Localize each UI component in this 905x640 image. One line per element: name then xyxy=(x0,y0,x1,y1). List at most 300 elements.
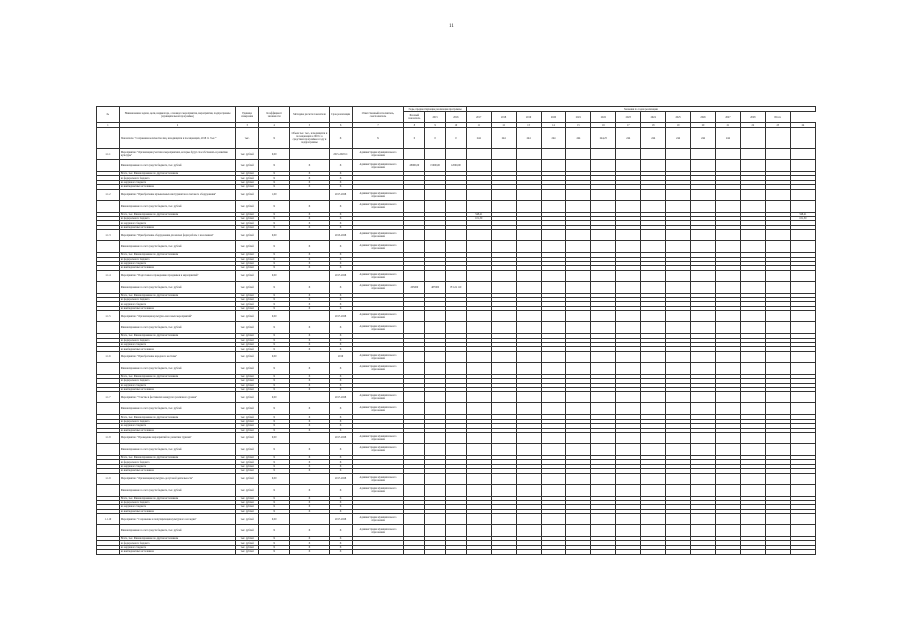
sub-label: из федерального бюджета xyxy=(119,379,235,383)
value-cell xyxy=(790,270,815,281)
sub-unit: тыс. рублей xyxy=(236,221,259,225)
header-method: Методика расчета показателя xyxy=(290,107,329,123)
sub-period: Х xyxy=(329,424,352,428)
value-cell xyxy=(491,392,516,403)
fin-exec: Администрация муниципального образования xyxy=(352,281,404,293)
fin-value xyxy=(491,281,516,293)
sub-coef: Х xyxy=(259,374,290,378)
fin-value xyxy=(740,362,765,374)
column-index: 10 xyxy=(445,123,466,128)
sub-label: Всего, тыс. Финансирование по другим источникам xyxy=(119,212,235,216)
event-exec: Администрация муниципального образования xyxy=(352,230,404,241)
sub-period: Х xyxy=(329,257,352,261)
sub-value xyxy=(591,550,616,554)
sub-label: Всего, тыс. Финансирование по другим источникам xyxy=(119,253,235,257)
indicator-val: 244 xyxy=(566,128,591,149)
sub-method: Х xyxy=(290,545,329,549)
fin-method: Х xyxy=(290,525,329,537)
fin-unit: тыс. рублей xyxy=(236,322,259,334)
value-cell xyxy=(641,311,666,322)
value-cell xyxy=(616,351,641,362)
sub-method: Х xyxy=(290,172,329,176)
fin-value xyxy=(425,322,446,334)
fin-value xyxy=(591,200,616,212)
fin-value xyxy=(765,525,790,537)
fin-coef: Х xyxy=(259,322,290,334)
fin-method: Х xyxy=(290,443,329,455)
sub-unit: тыс. рублей xyxy=(236,509,259,513)
indicator-val: 244 xyxy=(516,128,541,149)
event-method xyxy=(290,270,329,281)
fin-label: Финансирование за счет средств бюджета, тыс. рублей xyxy=(119,160,235,172)
fin-value xyxy=(740,281,765,293)
value-cell xyxy=(425,432,446,443)
sub-label: из внебюджетных источников xyxy=(119,306,235,310)
column-index: 15 xyxy=(566,123,591,128)
sub-unit: тыс. рублей xyxy=(236,338,259,342)
value-cell xyxy=(715,473,740,484)
fin-period: Х xyxy=(329,200,352,212)
value-cell xyxy=(715,311,740,322)
fin-value xyxy=(641,362,666,374)
fin-value: 15000,00 xyxy=(425,160,446,172)
column-index: 12 xyxy=(491,123,516,128)
value-cell xyxy=(666,514,691,525)
sub-coef: Х xyxy=(259,172,290,176)
value-cell xyxy=(466,392,491,403)
value-cell xyxy=(641,473,666,484)
sub-period: Х xyxy=(329,176,352,180)
sub-method: Х xyxy=(290,428,329,432)
event-method xyxy=(290,311,329,322)
sub-label: из федерального бюджета xyxy=(119,257,235,261)
fin-coef: Х xyxy=(259,241,290,253)
sub-value: 348,41 xyxy=(790,212,815,216)
sub-unit: тыс. рублей xyxy=(236,541,259,545)
value-cell xyxy=(765,149,790,160)
sub-label: из окружного бюджета xyxy=(119,221,235,225)
fin-value xyxy=(541,484,566,496)
fin-label: Финансирование за счет средств бюджета, тыс. рублей xyxy=(119,322,235,334)
sub-method: Х xyxy=(290,253,329,257)
sub-period: Х xyxy=(329,464,352,468)
fin-no xyxy=(97,443,120,455)
indicator-val xyxy=(765,128,790,149)
fin-value xyxy=(666,484,691,496)
value-cell xyxy=(616,149,641,160)
sub-unit: тыс. рублей xyxy=(236,216,259,220)
sub-label: из окружного бюджета xyxy=(119,383,235,387)
fin-exec: Администрация муниципального образования xyxy=(352,403,404,415)
sub-method: Х xyxy=(290,374,329,378)
fin-value: 487000 xyxy=(425,281,446,293)
fin-value xyxy=(425,525,446,537)
sub-label: Всего, тыс. Финансирование по другим источникам xyxy=(119,455,235,459)
value-cell xyxy=(566,432,591,443)
value-cell xyxy=(425,514,446,525)
sub-label: из федерального бюджета xyxy=(119,298,235,302)
sub-unit: тыс. рублей xyxy=(236,261,259,265)
event-no: 1.1.3 xyxy=(97,230,120,241)
value-cell xyxy=(516,432,541,443)
local-funding-row xyxy=(97,484,816,496)
value-cell xyxy=(516,270,541,281)
fin-value xyxy=(425,241,446,253)
sub-method: Х xyxy=(290,302,329,306)
sub-method: Х xyxy=(290,496,329,500)
sub-method: Х xyxy=(290,216,329,220)
sub-coef: Х xyxy=(259,338,290,342)
fin-value xyxy=(616,443,641,455)
indicator-val: 0 xyxy=(404,128,425,149)
value-cell xyxy=(765,514,790,525)
fin-unit: тыс. рублей xyxy=(236,281,259,293)
fin-no xyxy=(97,362,120,374)
sub-coef: Х xyxy=(259,545,290,549)
value-cell xyxy=(740,432,765,443)
fin-value xyxy=(691,160,716,172)
event-unit: тыс. рублей xyxy=(236,392,259,403)
fin-value xyxy=(616,160,641,172)
value-cell xyxy=(566,149,591,160)
fin-value xyxy=(616,281,641,293)
sub-coef: Х xyxy=(259,225,290,229)
fin-value xyxy=(566,484,591,496)
sub-method: Х xyxy=(290,469,329,473)
sub-unit: тыс. рублей xyxy=(236,460,259,464)
indicator-val: 244 xyxy=(616,128,641,149)
sub-unit: тыс. рублей xyxy=(236,387,259,391)
fin-value xyxy=(404,241,425,253)
sub-label: из окружного бюджета xyxy=(119,261,235,265)
event-exec: Администрация муниципального образования xyxy=(352,432,404,443)
value-cell xyxy=(666,392,691,403)
fin-value xyxy=(715,525,740,537)
fin-period: Х xyxy=(329,362,352,374)
fin-value xyxy=(466,281,491,293)
sub-unit: тыс. рублей xyxy=(236,334,259,338)
fin-value xyxy=(691,322,716,334)
indicator-val: 244 xyxy=(641,128,666,149)
value-cell xyxy=(666,473,691,484)
fin-coef: Х xyxy=(259,362,290,374)
fin-value xyxy=(445,443,466,455)
column-index: 23 xyxy=(765,123,790,128)
value-cell xyxy=(491,189,516,200)
sub-unit: тыс. рублей xyxy=(236,415,259,419)
fin-unit: тыс. рублей xyxy=(236,241,259,253)
fin-value xyxy=(740,525,765,537)
fin-value xyxy=(740,484,765,496)
fin-value xyxy=(404,484,425,496)
sub-method: Х xyxy=(290,176,329,180)
value-cell xyxy=(715,432,740,443)
value-cell xyxy=(740,514,765,525)
sub-label: из федерального бюджета xyxy=(119,541,235,545)
sub-unit: тыс. рублей xyxy=(236,212,259,216)
column-index: 2 xyxy=(119,123,235,128)
sub-method: Х xyxy=(290,212,329,216)
sub-period: Х xyxy=(329,374,352,378)
column-index: 6 xyxy=(329,123,352,128)
fin-exec: Администрация муниципального образования xyxy=(352,443,404,455)
local-funding-row xyxy=(97,403,816,415)
value-cell xyxy=(541,473,566,484)
header-base: Базовый показатель xyxy=(404,112,425,123)
fin-value xyxy=(715,403,740,415)
fin-method: Х xyxy=(290,241,329,253)
local-funding-row xyxy=(97,322,816,334)
fin-value xyxy=(715,160,740,172)
header-year: 2024 xyxy=(641,112,666,123)
value-cell xyxy=(616,392,641,403)
fin-value xyxy=(404,525,425,537)
value-cell xyxy=(740,149,765,160)
fin-value xyxy=(541,525,566,537)
value-cell xyxy=(541,189,566,200)
sub-period: Х xyxy=(329,185,352,189)
sub-period: Х xyxy=(329,428,352,432)
value-cell xyxy=(740,311,765,322)
fin-value xyxy=(566,281,591,293)
fin-value xyxy=(666,362,691,374)
sub-unit: тыс. рублей xyxy=(236,253,259,257)
value-cell xyxy=(491,230,516,241)
fin-value xyxy=(591,525,616,537)
value-cell xyxy=(566,392,591,403)
sub-period: Х xyxy=(329,347,352,351)
sub-label: Всего, тыс. Финансирование по другим источникам xyxy=(119,415,235,419)
fin-value xyxy=(516,322,541,334)
fin-value xyxy=(765,403,790,415)
value-cell xyxy=(541,432,566,443)
sub-label: из окружного бюджета xyxy=(119,464,235,468)
indicator-val: 244 xyxy=(715,128,740,149)
fin-value xyxy=(566,403,591,415)
fin-value xyxy=(491,160,516,172)
event-row xyxy=(97,270,816,281)
fin-value xyxy=(765,362,790,374)
value-cell xyxy=(445,432,466,443)
fin-value xyxy=(425,403,446,415)
fin-value xyxy=(790,484,815,496)
value-cell xyxy=(740,473,765,484)
sub-period: Х xyxy=(329,334,352,338)
sub-label: из внебюджетных источников xyxy=(119,387,235,391)
sub-period: Х xyxy=(329,496,352,500)
sub-method: Х xyxy=(290,424,329,428)
value-cell xyxy=(425,311,446,322)
value-cell xyxy=(404,392,425,403)
sub-method: Х xyxy=(290,464,329,468)
fin-label: Финансирование за счет средств бюджета, тыс. рублей xyxy=(119,403,235,415)
value-cell xyxy=(765,392,790,403)
value-cell xyxy=(516,230,541,241)
value-cell xyxy=(566,514,591,525)
value-cell xyxy=(641,432,666,443)
fin-value xyxy=(445,403,466,415)
value-cell xyxy=(425,351,446,362)
page-number: 11 xyxy=(449,24,454,29)
sub-unit: тыс. рублей xyxy=(236,257,259,261)
value-cell xyxy=(691,230,716,241)
other-row xyxy=(97,550,816,554)
value-cell xyxy=(790,149,815,160)
fin-value xyxy=(691,525,716,537)
column-index: 20 xyxy=(691,123,716,128)
fin-value xyxy=(765,281,790,293)
sub-coef: Х xyxy=(259,185,290,189)
fin-value xyxy=(715,362,740,374)
fin-value xyxy=(404,322,425,334)
value-cell xyxy=(691,189,716,200)
sub-no xyxy=(97,550,120,554)
sub-coef: Х xyxy=(259,293,290,297)
value-cell xyxy=(466,189,491,200)
indicator-val: 0 xyxy=(445,128,466,149)
fin-value xyxy=(691,200,716,212)
fin-value xyxy=(516,443,541,455)
fin-value xyxy=(616,200,641,212)
value-cell xyxy=(616,473,641,484)
value-cell xyxy=(566,230,591,241)
fin-value xyxy=(790,362,815,374)
fin-value xyxy=(790,281,815,293)
value-cell xyxy=(790,473,815,484)
sub-unit: тыс. рублей xyxy=(236,550,259,554)
fin-period: Х xyxy=(329,443,352,455)
sub-method: Х xyxy=(290,257,329,261)
sub-unit: тыс. рублей xyxy=(236,469,259,473)
indicator-val: 244 xyxy=(466,128,491,149)
fin-value xyxy=(491,484,516,496)
fin-value xyxy=(616,484,641,496)
fin-value xyxy=(466,241,491,253)
sub-value xyxy=(740,550,765,554)
sub-period: Х xyxy=(329,306,352,310)
value-cell xyxy=(404,473,425,484)
event-period: 2017-2028 xyxy=(329,311,352,322)
value-cell xyxy=(566,189,591,200)
event-unit: тыс. рублей xyxy=(236,149,259,160)
fin-unit: тыс. рублей xyxy=(236,484,259,496)
value-cell xyxy=(616,270,641,281)
fin-value xyxy=(740,241,765,253)
sub-period: Х xyxy=(329,509,352,513)
program-table-sheet xyxy=(96,106,816,555)
fin-value xyxy=(715,200,740,212)
event-unit: тыс. рублей xyxy=(236,351,259,362)
sub-value: 101,30 xyxy=(466,216,491,220)
header-base-group: Годы, предшествующие реализации программы xyxy=(404,107,466,112)
sub-method: Х xyxy=(290,415,329,419)
sub-period: Х xyxy=(329,172,352,176)
fin-no xyxy=(97,200,120,212)
value-cell xyxy=(516,514,541,525)
value-cell xyxy=(491,351,516,362)
event-period: 2017-2028 xyxy=(329,473,352,484)
value-cell xyxy=(691,311,716,322)
sub-coef: Х xyxy=(259,180,290,184)
event-unit: тыс. рублей xyxy=(236,514,259,525)
value-cell xyxy=(790,351,815,362)
value-cell xyxy=(445,514,466,525)
fin-value xyxy=(740,403,765,415)
sub-method: Х xyxy=(290,343,329,347)
event-no: 1.1.7 xyxy=(97,392,120,403)
event-row xyxy=(97,351,816,362)
fin-value xyxy=(541,362,566,374)
value-cell xyxy=(740,230,765,241)
sub-unit: тыс. рублей xyxy=(236,185,259,189)
fin-value xyxy=(691,443,716,455)
fin-period: Х xyxy=(329,525,352,537)
value-cell xyxy=(516,392,541,403)
fin-unit: тыс. рублей xyxy=(236,362,259,374)
sub-method: Х xyxy=(290,225,329,229)
fin-value xyxy=(491,200,516,212)
fin-value xyxy=(566,241,591,253)
sub-period: Х xyxy=(329,343,352,347)
sub-method: Х xyxy=(290,266,329,270)
fin-value xyxy=(591,160,616,172)
event-row xyxy=(97,311,816,322)
value-cell xyxy=(715,270,740,281)
column-index: 11 xyxy=(466,123,491,128)
sub-value xyxy=(466,550,491,554)
value-cell xyxy=(691,432,716,443)
value-cell xyxy=(491,432,516,443)
value-cell xyxy=(591,230,616,241)
fin-value xyxy=(666,200,691,212)
fin-value xyxy=(466,160,491,172)
value-cell xyxy=(666,270,691,281)
fin-no xyxy=(97,484,120,496)
fin-period: Х xyxy=(329,160,352,172)
fin-value xyxy=(616,241,641,253)
indicator-val: 244 xyxy=(491,128,516,149)
event-method xyxy=(290,473,329,484)
fin-value xyxy=(491,241,516,253)
indicator-name: Показатель: "Сохранение количества лиц, находящихся и посещающих, 2018 гг. 'тыс.'" xyxy=(119,128,235,149)
value-cell xyxy=(466,514,491,525)
value-cell xyxy=(404,149,425,160)
fin-value xyxy=(541,241,566,253)
sub-value xyxy=(566,550,591,554)
sub-period: Х xyxy=(329,221,352,225)
value-cell xyxy=(445,189,466,200)
sub-label: Всего, тыс. Финансирование по другим источникам xyxy=(119,172,235,176)
fin-exec: Администрация муниципального образования xyxy=(352,525,404,537)
fin-value xyxy=(466,200,491,212)
fin-value xyxy=(715,484,740,496)
sub-method: Х xyxy=(290,419,329,423)
fin-label: Финансирование за счет средств бюджета, тыс. рублей xyxy=(119,241,235,253)
fin-value xyxy=(541,443,566,455)
sub-coef: Х xyxy=(259,383,290,387)
sub-value xyxy=(666,550,691,554)
fin-value xyxy=(466,525,491,537)
fin-value xyxy=(404,362,425,374)
fin-label: Финансирование за счет средств бюджета, тыс. рублей xyxy=(119,525,235,537)
sub-coef: Х xyxy=(259,509,290,513)
fin-value xyxy=(466,362,491,374)
value-cell xyxy=(740,189,765,200)
sub-label: из внебюджетных источников xyxy=(119,185,235,189)
fin-value xyxy=(641,160,666,172)
sub-method: Х xyxy=(290,347,329,351)
sub-period: Х xyxy=(329,541,352,545)
